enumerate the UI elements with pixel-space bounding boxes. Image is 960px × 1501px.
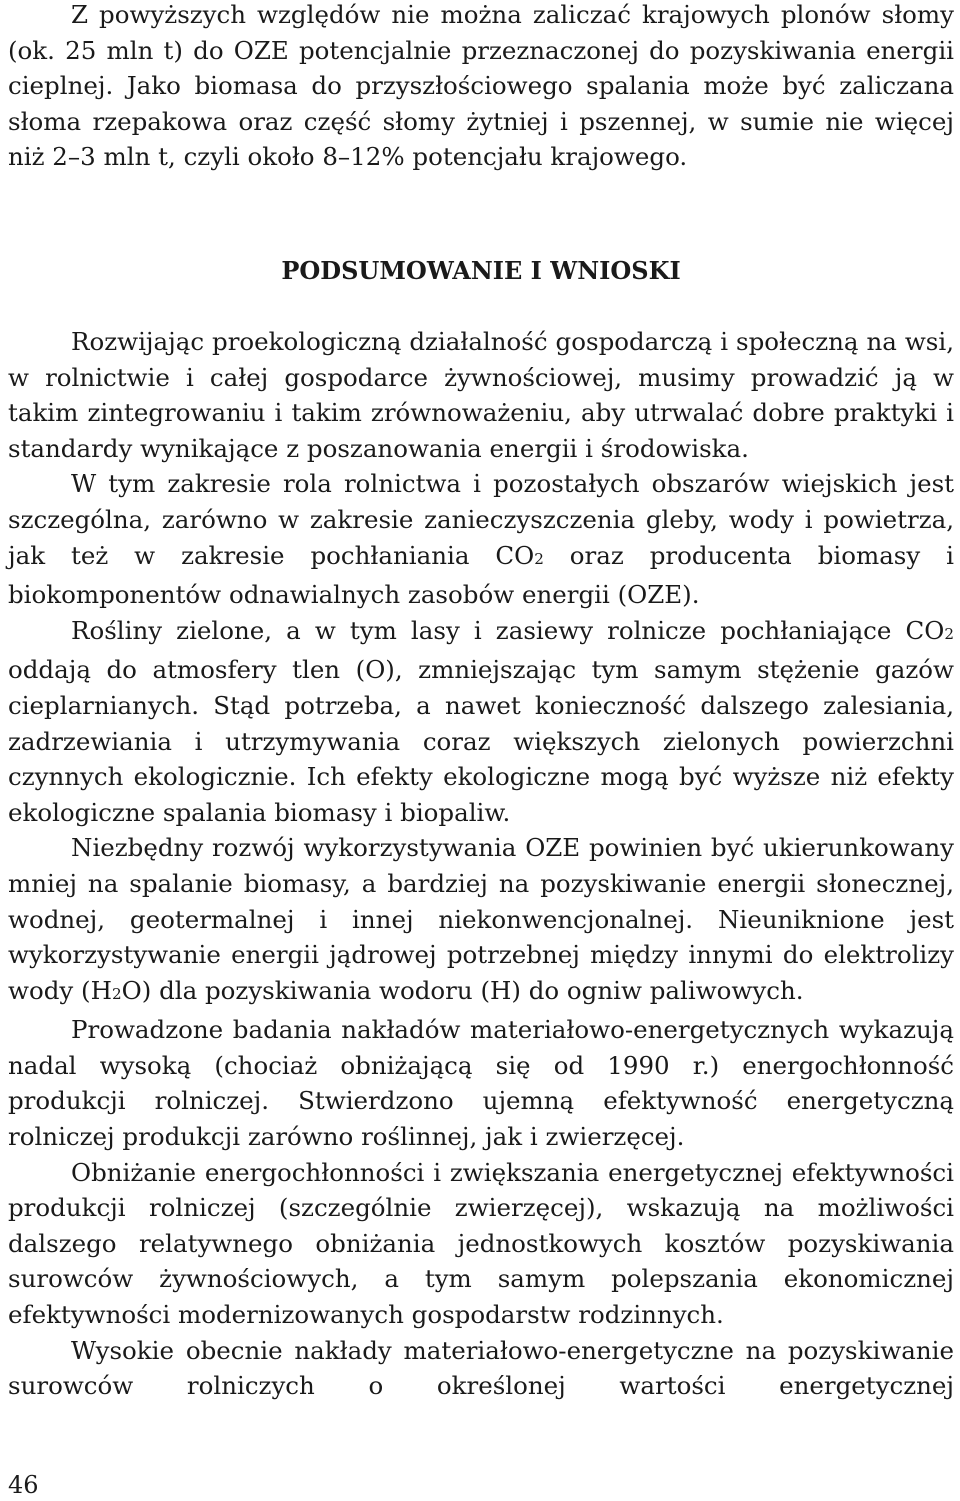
paragraph-straw-biomass: Z powyższych względów nie można zaliczać krajowych plonów słomy (ok. 25 mln t) do OZE potencjalnie przeznaczonej do pozyskiwania energii cieplnej. Jako biomasa do przyszłościowego spalania może być zaliczana słoma rzepakowa oraz część słomy żytniej i pszennej, w sumie nie więcej niż 2–3 mln t, czyli około 8–12% potencjału krajowego.: [8, 0, 954, 172]
paragraph-energy-efficiency: Obniżanie energochłonności i zwiększania energetycznej efektywności produkcji rolniczej (szczególnie zwierzęcej), wskazują na możliwości dalszego relatywnego obniżania jednostkowych kosztów pozyskiwania surowców żywnościowych, a tym samym polepszania ekonomicznej efektywności modernizowanych gospodarstw rodzinnych.: [8, 1157, 954, 1330]
subscript: 2: [111, 984, 122, 1003]
page-number: 46: [8, 1471, 39, 1499]
summary-section: [8, 324, 954, 1404]
paragraph-green-plants: [8, 613, 954, 831]
paragraph-research-findings: Prowadzone badania nakładów materiałowo-energetycznych wykazują nadal wysoką (chociaż obniżającą się od 1990 r.) energochłonność produkcji rolniczej. Stwierdzono ujemną efektywność energetyczną rolniczej produkcji zarówno roślinnej, jak i zwierzęcej.: [8, 1015, 954, 1152]
paragraph-text: Rośliny zielone, a w tym lasy i zasiewy rolnicze pochłaniające CO: [71, 615, 945, 645]
paragraph-text: oraz producenta biomasy i biokomponentów odnawialnych zasobów energii (OZE).: [8, 540, 954, 610]
subscript: 2: [534, 549, 544, 568]
paragraph-role-of-agriculture: [8, 466, 954, 612]
section-heading: PODSUMOWANIE I WNIOSKI: [281, 256, 681, 285]
paragraph-text: O) dla pozyskiwania wodoru (H) do ogniw paliwowych.: [121, 975, 804, 1005]
paragraph-text: W tym zakresie rola rolnictwa i pozostałych obszarów wiejskich jest szczególna, zarówno w zakresie zanieczyszczenia gleby, wody i powietrza, jak też w zakresie pochłaniania CO: [8, 469, 954, 570]
paragraph-text: Niezbędny rozwój wykorzystywania OZE powinien być ukierunkowany mniej na spalanie biomasy, a bardziej na pozyskiwanie energii słonecznej, wodnej, geotermalnej i innej niekonwencjonalnej. Nieuniknione jest wykorzystywanie energii jądrowej potrzebnej między innymi do elektrolizy wody (H: [8, 833, 954, 1005]
paragraph-oze-development: [8, 830, 954, 1012]
subscript: 2: [944, 624, 954, 643]
paragraph-proecological-activity: Rozwijając proekologiczną działalność gospodarczą i społeczną na wsi, w rolnictwie i całej gospodarce żywnościowej, musimy prowadzić ją w takim zintegrowaniu i takim zrównoważeniu, aby utrwalać dobre praktyki i standardy wynikające z poszanowania energii i środowiska.: [8, 327, 954, 463]
paragraph-text: oddają do atmosfery tlen (O), zmniejszając tym samym stężenie gazów cieplarnianych. Stąd potrzeba, a nawet konieczność dalszego zalesiania, zadrzewiania i utrzymywania coraz większych zielonych powierzchni czynnych ekologicznie. Ich efekty ekologiczne mogą być wyższe niż efekty ekologiczne spalania biomasy i biopaliw.: [8, 655, 954, 827]
paragraph-high-inputs: Wysokie obecnie nakłady materiałowo-energetyczne na pozyskiwanie surowców rolniczych o określonej wartości energetycznej: [8, 1335, 954, 1401]
